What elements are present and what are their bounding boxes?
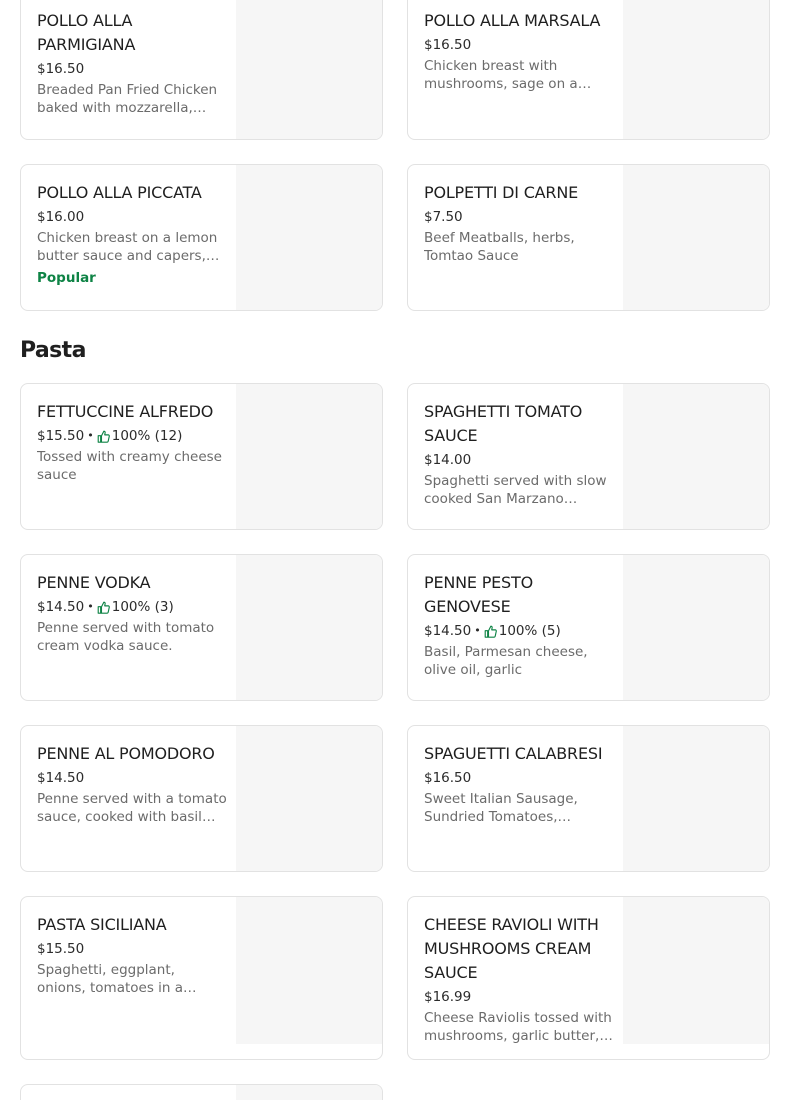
item-price: $16.99 [424, 989, 472, 1005]
menu-item-card[interactable] [407, 554, 770, 701]
item-price: $16.00 [37, 209, 85, 225]
menu-item-card[interactable] [407, 725, 770, 872]
thumbs-up-icon [484, 625, 497, 638]
item-image-placeholder [236, 555, 382, 701]
item-name: PENNE PESTO GENOVESE [424, 573, 533, 616]
item-description: Penne served with tomato cream vodka sauce. [37, 620, 215, 654]
menu-item-card[interactable] [407, 896, 770, 1060]
menu-item-card[interactable] [20, 554, 383, 701]
item-image-placeholder [623, 165, 769, 311]
item-name: PENNE AL POMODORO [37, 744, 215, 763]
item-image-placeholder [236, 0, 382, 140]
item-image-placeholder [623, 0, 769, 140]
item-rating: 100% (3) [111, 599, 174, 615]
item-image-placeholder [236, 897, 382, 1044]
item-name: POLPETTI DI CARNE [424, 183, 579, 202]
menu-item-card[interactable] [20, 164, 383, 311]
item-name: SPAGUETTI CALABRESI [424, 744, 603, 763]
item-description: Spaghetti served with slow cooked San Marzano [424, 473, 607, 507]
thumbs-up-icon [97, 601, 110, 614]
item-description: Chicken breast with mushrooms, sage on a [424, 58, 578, 92]
item-image-placeholder [236, 1085, 382, 1100]
item-image-placeholder [623, 897, 769, 1044]
menu-item-card[interactable] [407, 383, 770, 530]
section-title: Pasta [20, 338, 86, 363]
menu-item-card[interactable] [20, 896, 383, 1060]
item-price: $14.50 [424, 623, 472, 639]
item-price: $16.50 [424, 37, 472, 53]
item-price: $16.50 [37, 61, 85, 77]
item-price: $15.50 [37, 941, 85, 957]
item-name: PENNE VODKA [37, 573, 151, 592]
item-description: Basil, Parmesan cheese, olive oil, garlic [424, 644, 588, 678]
item-price: $14.50 [37, 770, 85, 786]
item-name: FETTUCCINE ALFREDO [37, 402, 214, 421]
menu-item-card[interactable] [407, 164, 770, 311]
item-image-placeholder [236, 165, 382, 311]
item-description: Tossed with creamy cheese sauce [37, 449, 222, 483]
item-description: Chicken breast on a lemon butter sauce and capers, [37, 230, 218, 264]
item-image-placeholder [236, 726, 382, 872]
item-description: Breaded Pan Fried Chicken baked with mozzarella, [37, 82, 218, 116]
item-description: Beef Meatballs, herbs, Tomtao Sauce [424, 230, 575, 264]
menu-item-card[interactable] [20, 725, 383, 872]
item-description: Cheese Raviolis tossed with mushrooms, garlic butter, [424, 1010, 612, 1044]
separator-dot: • [474, 624, 481, 637]
item-price: $16.50 [424, 770, 472, 786]
item-name: POLLO ALLA PICCATA [37, 183, 202, 202]
item-price: $15.50 [37, 428, 85, 444]
item-name: PASTA SICILIANA [37, 915, 167, 934]
item-name: POLLO ALLA PARMIGIANA [37, 11, 136, 54]
item-name: CHEESE RAVIOLI WITH MUSHROOMS CREAM SAUCE [424, 915, 599, 982]
item-description: Penne served with a tomato sauce, cooked with basil [37, 791, 227, 825]
thumbs-up-icon [97, 430, 110, 443]
item-image-placeholder [236, 384, 382, 530]
item-name: POLLO ALLA MARSALA [424, 11, 601, 30]
separator-dot: • [87, 429, 94, 442]
item-rating: 100% (5) [498, 623, 561, 639]
item-description: Sweet Italian Sausage, Sundried Tomatoes, [424, 791, 578, 825]
menu-item-card[interactable] [407, 0, 770, 140]
separator-dot: • [87, 600, 94, 613]
item-price: $14.00 [424, 452, 472, 468]
item-name: SPAGHETTI TOMATO SAUCE [424, 402, 583, 445]
item-image-placeholder [623, 384, 769, 530]
item-description: Spaghetti, eggplant, onions, tomatoes in a [37, 962, 184, 996]
item-image-placeholder [623, 555, 769, 701]
item-price: $14.50 [37, 599, 85, 615]
item-rating: 100% (12) [111, 428, 183, 444]
item-image-placeholder [623, 726, 769, 872]
menu-item-card[interactable] [20, 0, 383, 140]
menu-item-card[interactable] [20, 1084, 383, 1100]
item-price: $7.50 [424, 209, 463, 225]
popular-badge: Popular [37, 270, 96, 286]
menu-item-card[interactable] [20, 383, 383, 530]
